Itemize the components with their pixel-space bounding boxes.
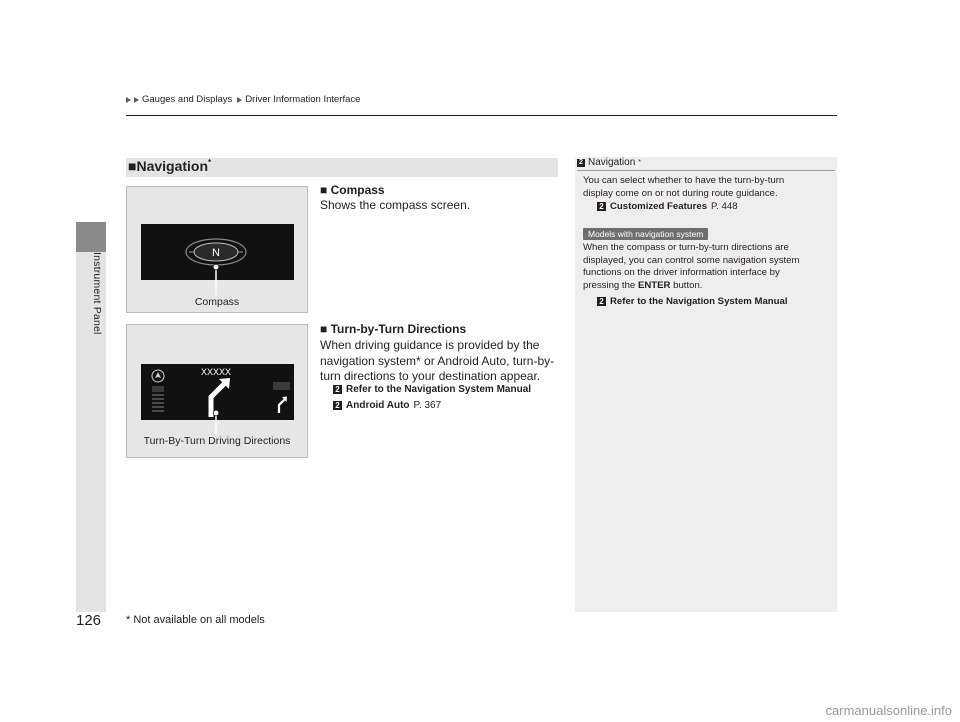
notes-title-text: Navigation xyxy=(588,157,636,168)
note-text: pressing the xyxy=(583,279,638,291)
section-title xyxy=(128,158,211,174)
note-line: displayed, you can control some navigation system xyxy=(583,254,800,266)
turn-by-turn-figure xyxy=(126,324,308,458)
breadcrumb xyxy=(126,94,360,105)
ref-text: Android Auto xyxy=(346,400,410,411)
note-line: display come on or not during route guidance. xyxy=(583,187,778,199)
turn-by-turn-figure-label: Turn-By-Turn Driving Directions xyxy=(143,435,291,447)
section-title-text: Navigation xyxy=(136,158,209,174)
breadcrumb-arrow-icon xyxy=(134,97,139,103)
callout-dot xyxy=(213,264,219,270)
breadcrumb-arrow-icon xyxy=(237,97,242,103)
ref-page: P. 367 xyxy=(413,400,442,411)
street-name: XXXXX xyxy=(200,367,232,377)
chapter-tab xyxy=(76,222,106,252)
customized-features-ref[interactable] xyxy=(597,201,738,212)
notes-asterisk: * xyxy=(638,159,641,166)
compass-heading: ■ Compass xyxy=(320,183,385,197)
header-rule xyxy=(126,115,837,116)
nav-manual-ref[interactable] xyxy=(333,384,531,395)
reference-arrow-icon: 2 xyxy=(597,297,606,306)
compass-illustration xyxy=(127,187,307,312)
note-marker-icon: 2 xyxy=(577,159,585,167)
ref-text: Refer to the Navigation System Manual xyxy=(346,384,532,395)
notes-panel-title xyxy=(577,157,641,168)
turn-by-turn-description xyxy=(320,338,554,385)
compass-figure xyxy=(126,186,308,313)
callout-dot xyxy=(213,410,219,416)
footnote: * Not available on all models xyxy=(126,614,265,626)
notes-paragraph-1 xyxy=(583,175,784,200)
description-line: turn directions to your destination appear. xyxy=(320,369,541,383)
watermark: carmanualsonline.info xyxy=(825,703,952,718)
reference-arrow-icon: 2 xyxy=(597,202,606,211)
enter-button-label: ENTER xyxy=(637,279,671,291)
page-number: 126 xyxy=(76,612,102,629)
breadcrumb-item[interactable]: Driver Information Interface xyxy=(245,94,361,105)
section-marker: ■ xyxy=(128,158,137,174)
ref-page: P. 448 xyxy=(711,201,738,212)
reference-arrow-icon: 2 xyxy=(333,401,342,410)
note-line: You can select whether to have the turn-by-turn xyxy=(583,175,785,186)
ref-text: Refer to the Navigation System Manual xyxy=(610,296,788,307)
android-auto-ref[interactable] xyxy=(333,400,441,411)
note-line: functions on the driver information interface by xyxy=(583,267,780,278)
breadcrumb-arrow-icon xyxy=(126,97,131,103)
note-text: button. xyxy=(670,279,703,291)
chapter-label: Instrument Panel xyxy=(91,252,103,335)
notes-paragraph-2 xyxy=(583,242,800,292)
section-asterisk: * xyxy=(208,158,212,167)
notes-panel xyxy=(575,157,837,612)
reference-arrow-icon: 2 xyxy=(333,385,342,394)
model-badge: Models with navigation system xyxy=(583,228,708,240)
turn-by-turn-heading: ■ Turn-by-Turn Directions xyxy=(320,322,467,336)
nav-manual-ref-2[interactable] xyxy=(597,296,788,307)
note-line xyxy=(583,280,800,293)
compass-figure-label: Compass xyxy=(194,296,240,308)
note-line: When the compass or turn-by-turn directions are xyxy=(583,242,789,253)
description-line: When driving guidance is provided by the xyxy=(320,338,540,352)
breadcrumb-item[interactable]: Gauges and Displays xyxy=(142,94,233,105)
description-line: navigation system* or Android Auto, turn-by- xyxy=(320,353,555,368)
notes-panel-rule xyxy=(577,170,835,171)
compass-letter: N xyxy=(212,247,220,259)
compass-description: Shows the compass screen. xyxy=(320,198,471,212)
ref-text: Customized Features xyxy=(610,201,708,212)
